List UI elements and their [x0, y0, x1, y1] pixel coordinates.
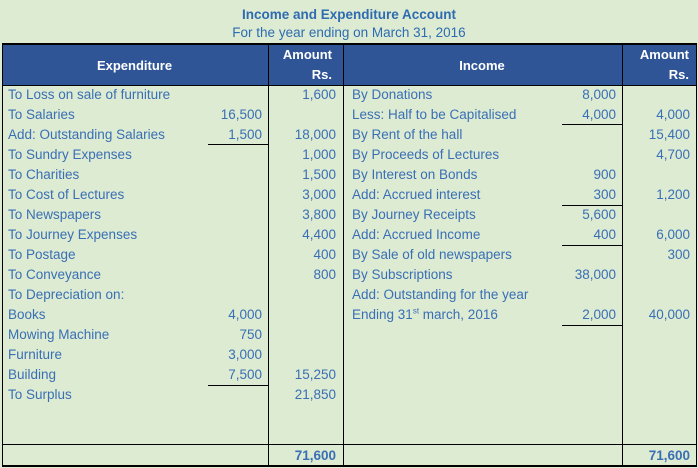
row-label: Less: Half to be Capitalised — [352, 107, 517, 122]
row-label: To Depreciation on: — [8, 287, 125, 302]
row-label: By Subscriptions — [352, 267, 453, 282]
row-amount: 40,000 — [648, 307, 690, 322]
row-amount — [270, 305, 336, 325]
row-subamount: 4,000 — [582, 107, 616, 122]
row-label: To Newspapers — [8, 207, 102, 222]
row-label: Add: Accrued Income — [352, 227, 481, 242]
header-expenditure: Expenditure — [96, 57, 173, 73]
row-label: To Loss on sale of furniture — [8, 87, 171, 102]
row-subamount — [192, 145, 262, 165]
header-amount-label: Amount — [282, 47, 332, 62]
row-label: By Journey Receipts — [352, 207, 476, 222]
row-amount — [624, 85, 690, 105]
row-subamount — [192, 185, 262, 205]
row-subamount: 300 — [593, 187, 616, 202]
table-top-border — [2, 43, 697, 45]
header-income-amount — [624, 44, 697, 86]
row-subamount: 5,600 — [582, 207, 616, 222]
row-label: To Conveyance — [8, 267, 102, 282]
row-label: To Charities — [8, 167, 80, 182]
header-currency-label: Rs. — [311, 67, 332, 82]
row-amount — [270, 345, 336, 365]
row-label: Add: Outstanding Salaries — [8, 127, 165, 142]
row-subamount — [192, 85, 262, 105]
row-label: By Sale of old newspapers — [352, 247, 512, 262]
row-subamount — [192, 245, 262, 265]
statement-period: For the year ending on March 31, 2016 — [232, 25, 466, 40]
row-subamount — [546, 125, 616, 145]
row-label: By Donations — [352, 87, 433, 102]
row-subamount: 750 — [239, 327, 262, 342]
row-subamount — [546, 145, 616, 165]
col-divider-3 — [622, 43, 623, 466]
income-total: 71,600 — [648, 448, 690, 463]
row-amount: 4,400 — [302, 227, 336, 242]
row-amount: 4,000 — [656, 107, 690, 122]
subtotal-underline — [562, 325, 622, 326]
header-amount-label: Amount — [639, 47, 689, 62]
table-header — [2, 44, 697, 86]
row-amount: 3,000 — [302, 187, 336, 202]
row-label: Building — [8, 367, 57, 382]
ordinal-suffix: st — [412, 306, 420, 316]
row-label: To Postage — [8, 247, 76, 262]
col-divider-2 — [343, 43, 344, 466]
row-subamount: 1,500 — [228, 127, 262, 142]
row-amount — [624, 165, 690, 185]
row-subamount: 400 — [593, 227, 616, 242]
row-subamount: 16,500 — [220, 107, 262, 122]
row-label: Mowing Machine — [8, 327, 110, 342]
col-divider-1 — [268, 43, 269, 466]
row-amount: 1,600 — [302, 87, 336, 102]
row-amount — [624, 265, 690, 285]
row-amount: 15,400 — [648, 127, 690, 142]
row-amount: 800 — [313, 267, 336, 282]
row-subamount: 8,000 — [582, 87, 616, 102]
row-label: To Salaries — [8, 107, 75, 122]
expenditure-total: 71,600 — [294, 448, 336, 463]
row-label — [352, 305, 498, 325]
row-subamount — [192, 205, 262, 225]
row-subamount: 4,000 — [228, 307, 262, 322]
row-label-text: march, 2016 — [419, 307, 498, 322]
row-label: By Interest on Bonds — [352, 167, 478, 182]
row-amount — [270, 285, 336, 305]
row-subamount — [192, 285, 262, 305]
row-amount: 1,000 — [302, 147, 336, 162]
row-subamount: 900 — [593, 167, 616, 182]
header-expenditure-amount — [267, 44, 340, 86]
row-amount: 400 — [313, 247, 336, 262]
table-right-border — [696, 43, 697, 466]
table-bottom-border — [2, 465, 697, 467]
row-subamount — [546, 245, 616, 265]
row-subamount — [192, 385, 262, 405]
row-amount: 21,850 — [294, 387, 336, 402]
row-subamount: 2,000 — [582, 307, 616, 322]
header-currency-label: Rs. — [668, 67, 689, 82]
row-label: Add: Accrued interest — [352, 187, 481, 202]
row-amount: 4,700 — [656, 147, 690, 162]
row-amount — [270, 105, 336, 125]
row-label: To Surplus — [8, 387, 72, 402]
row-amount: 300 — [667, 247, 690, 262]
row-subamount — [192, 265, 262, 285]
row-label: By Proceeds of Lectures — [352, 147, 500, 162]
row-amount: 15,250 — [294, 367, 336, 382]
row-amount: 6,000 — [656, 227, 690, 242]
table-left-border — [2, 43, 3, 466]
row-subamount: 38,000 — [574, 267, 616, 282]
row-subamount: 7,500 — [228, 367, 262, 382]
row-amount: 1,200 — [656, 187, 690, 202]
row-subamount: 3,000 — [228, 347, 262, 362]
row-amount — [624, 285, 690, 305]
row-label: To Journey Expenses — [8, 227, 138, 242]
row-subamount — [192, 165, 262, 185]
row-label: Books — [8, 307, 46, 322]
row-amount: 3,800 — [302, 207, 336, 222]
row-amount: 1,500 — [302, 167, 336, 182]
row-subamount — [546, 285, 616, 305]
totals-top-border — [2, 444, 697, 445]
statement-title: Income and Expenditure Account — [241, 7, 457, 22]
row-amount — [624, 205, 690, 225]
row-label: By Rent of the hall — [352, 127, 463, 142]
row-amount — [270, 325, 336, 345]
row-label-text: Ending 31 — [352, 307, 413, 322]
row-label: To Cost of Lectures — [8, 187, 125, 202]
row-label: Add: Outstanding for the year — [352, 287, 529, 302]
row-subamount — [192, 225, 262, 245]
header-income: Income — [459, 57, 505, 73]
row-amount: 18,000 — [294, 127, 336, 142]
row-label: Furniture — [8, 347, 63, 362]
row-label: To Sundry Expenses — [8, 147, 132, 162]
